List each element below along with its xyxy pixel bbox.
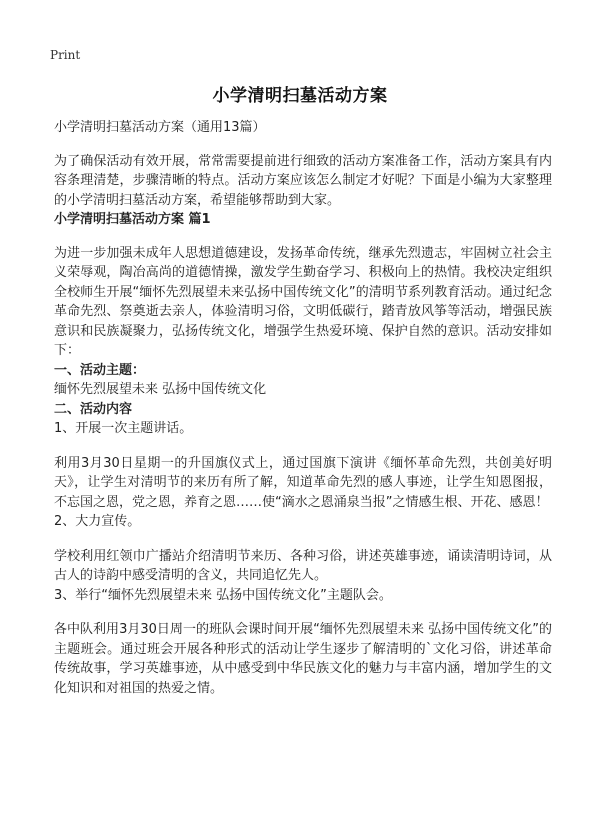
item2-text: 学校利用红领巾广播站介绍清明节来历、各种习俗，讲述英雄事迹，诵读清明诗词，从古人的诗韵中感受清明的含义，共同追忆先人。: [54, 548, 552, 583]
theme-text: 缅怀先烈展望未来 弘扬中国传统文化: [54, 382, 267, 397]
item2-title: 2、大力宣传。: [54, 514, 141, 529]
item1-text: 利用3月30日星期一的升国旗仪式上，通过国旗下演讲《缅怀革命先烈，共创美好明天》，让学生对清明节的来历有所了解，知道革命先烈的感人事迹，让学生知恩图报，不忘国之恩，党之恩，养育之恩……使“滴水之恩涌泉当报”之情感生根、开花、感恩！: [54, 455, 552, 510]
section-paragraph: 为进一步加强未成年人思想道德建设，发扬革命传统，继承先烈遗志，牢固树立社会主义荣辱观，陶冶高尚的道德情操，激发学生勤奋学习、积极向上的热情。我校决定组织全校师生开展“缅怀先烈展望未来弘扬中国传统文化”的清明节系列教育活动。通过纪念革命先烈、祭奠逝去亲人，体验清明习俗，文明低碳行，踏青放风筝等活动，增强民族意识和民族凝聚力，弘扬传统文化，增强学生热爱环境、保护自然的意识。活动安排如下：: [54, 245, 552, 358]
intro-paragraph: 为了确保活动有效开展，常常需要提前进行细致的活动方案准备工作，活动方案具有内容条理清楚，步骤清晰的特点。活动方案应该怎么制定才好呢？下面是小编为大家整理的小学清明扫墓活动方案，希望能够帮助到大家。: [54, 153, 552, 208]
item3-text: 各中队利用3月30日周一的班队会课时间开展“缅怀先烈展望未来 弘扬中国传统文化”的主题班会。通过班会开展各种形式的活动让学生逐步了解清明的`文化习俗，讲述革命传统故事，学习英雄事迹，从中感受到中华民族文化的魅力与丰富内涵，增加学生的文化知识和对祖国的热爱之情。: [54, 622, 552, 696]
document-body: [54, 118, 552, 698]
section-heading: 小学清明扫墓活动方案 篇1: [54, 212, 211, 227]
item3-title: 3、举行“缅怀先烈展望未来 弘扬中国传统文化”主题队会。: [54, 587, 392, 603]
theme-heading: 一、活动主题：: [54, 362, 146, 378]
item1-title: 1、开展一次主题讲话。: [54, 421, 193, 436]
content-heading: 二、活动内容: [54, 401, 133, 417]
document-title: 小学清明扫墓活动方案: [212, 86, 388, 106]
document-subtitle: 小学清明扫墓活动方案（通用13篇）: [54, 120, 266, 135]
print-label[interactable]: Print: [50, 48, 81, 62]
